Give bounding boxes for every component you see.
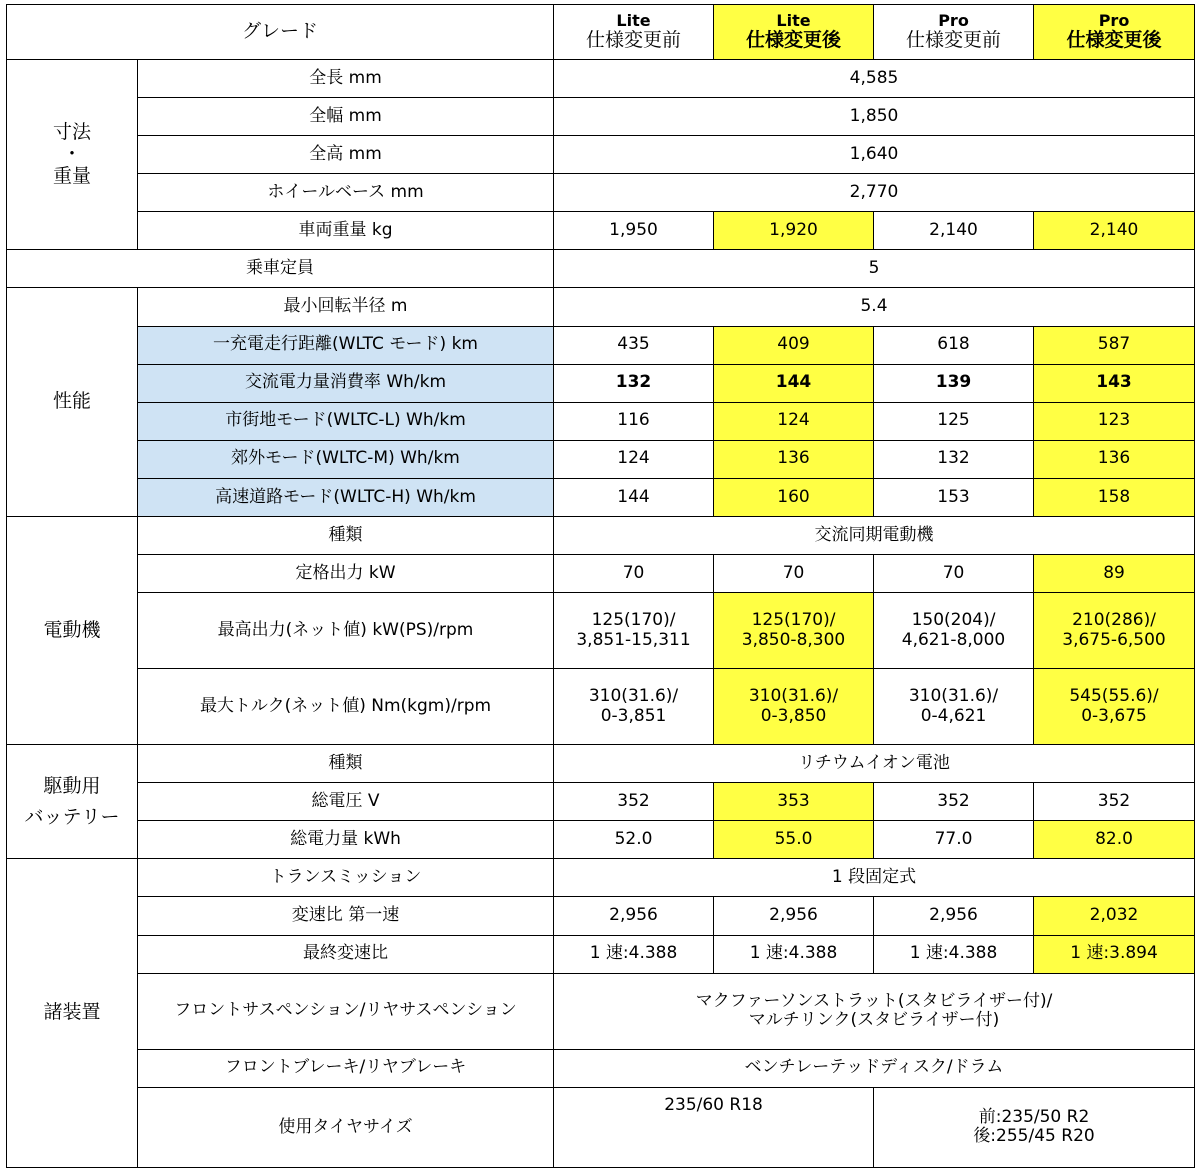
- row-value: 353: [714, 783, 874, 821]
- row-value: 2,032: [1034, 897, 1195, 935]
- category-battery: 駆動用 バッテリー: [7, 745, 138, 859]
- row-value: 55.0: [714, 821, 874, 859]
- row-value: 150(204)/ 4,621-8,000: [874, 592, 1034, 668]
- row-label: 種類: [138, 516, 554, 554]
- row-label: フロントブレーキ/リヤブレーキ: [138, 1049, 554, 1087]
- row-label: 郊外モード(WLTC-M) Wh/km: [138, 440, 554, 478]
- table-row: [7, 973, 1195, 1049]
- row-value: 132: [554, 364, 714, 402]
- table-row: [7, 897, 1195, 935]
- table-row: [7, 250, 1195, 288]
- row-value: 2,956: [554, 897, 714, 935]
- table-row: [7, 783, 1195, 821]
- header-row: [7, 5, 1195, 60]
- row-value: 132: [874, 440, 1034, 478]
- row-value: 2,140: [1034, 212, 1195, 250]
- row-value: 124: [714, 402, 874, 440]
- table-row: [7, 592, 1195, 668]
- col-header-pro-after: Pro 仕様変更後: [1034, 5, 1195, 60]
- row-value: 1,920: [714, 212, 874, 250]
- table-row: [7, 745, 1195, 783]
- row-value: マクファーソンストラット(スタビライザー付)/ マルチリンク(スタビライザー付): [554, 973, 1195, 1049]
- row-value: 116: [554, 402, 714, 440]
- row-value: 125: [874, 402, 1034, 440]
- table-row: [7, 212, 1195, 250]
- row-value: 77.0: [874, 821, 1034, 859]
- row-value: 352: [874, 783, 1034, 821]
- row-value: 2,956: [714, 897, 874, 935]
- row-value: 2,956: [874, 897, 1034, 935]
- table-row: [7, 1049, 1195, 1087]
- spec-comparison-table: [6, 4, 1195, 1168]
- table-row: [7, 478, 1195, 516]
- table-row: [7, 364, 1195, 402]
- row-label: 乗車定員: [7, 250, 554, 288]
- row-value: 1,850: [554, 98, 1195, 136]
- col-header-pro-before: Pro 仕様変更前: [874, 5, 1034, 60]
- row-value: 160: [714, 478, 874, 516]
- table-row: [7, 516, 1195, 554]
- row-value: 123: [1034, 402, 1195, 440]
- table-row: [7, 402, 1195, 440]
- table-row: [7, 440, 1195, 478]
- row-value: 1 段固定式: [554, 859, 1195, 897]
- row-label: ホイールベース mm: [138, 174, 554, 212]
- row-value: 5: [554, 250, 1195, 288]
- row-label: 最終変速比: [138, 935, 554, 973]
- row-label: 車両重量 kg: [138, 212, 554, 250]
- row-value: 352: [1034, 783, 1195, 821]
- row-value: 1 速:4.388: [714, 935, 874, 973]
- row-value: 310(31.6)/ 0-4,621: [874, 669, 1034, 745]
- row-label: 最小回転半径 m: [138, 288, 554, 326]
- row-label: 総電圧 V: [138, 783, 554, 821]
- row-value: 5.4: [554, 288, 1195, 326]
- row-value: ベンチレーテッドディスク/ドラム: [554, 1049, 1195, 1087]
- row-value: 618: [874, 326, 1034, 364]
- row-label: 変速比 第一速: [138, 897, 554, 935]
- table-row: [7, 821, 1195, 859]
- row-value: 70: [714, 554, 874, 592]
- row-label: 一充電走行距離(WLTC モード) km: [138, 326, 554, 364]
- row-label: 種類: [138, 745, 554, 783]
- row-value: 158: [1034, 478, 1195, 516]
- row-value: 139: [874, 364, 1034, 402]
- table-row: [7, 136, 1195, 174]
- row-value: 1,640: [554, 136, 1195, 174]
- row-label: 全幅 mm: [138, 98, 554, 136]
- table-row: [7, 1087, 1195, 1167]
- row-value: 235/60 R18: [554, 1087, 874, 1167]
- row-label: 総電力量 kWh: [138, 821, 554, 859]
- table-row: [7, 859, 1195, 897]
- row-value: 153: [874, 478, 1034, 516]
- row-label: 使用タイヤサイズ: [138, 1087, 554, 1167]
- row-value: 82.0: [1034, 821, 1195, 859]
- row-value: 52.0: [554, 821, 714, 859]
- row-label: トランスミッション: [138, 859, 554, 897]
- row-value: 125(170)/ 3,851-15,311: [554, 592, 714, 668]
- row-label: 全高 mm: [138, 136, 554, 174]
- row-value: 1 速:4.388: [874, 935, 1034, 973]
- row-value: 210(286)/ 3,675-6,500: [1034, 592, 1195, 668]
- table-row: [7, 554, 1195, 592]
- table-row: [7, 174, 1195, 212]
- row-value: 310(31.6)/ 0-3,851: [554, 669, 714, 745]
- row-value: 136: [714, 440, 874, 478]
- row-value: 310(31.6)/ 0-3,850: [714, 669, 874, 745]
- row-value: 124: [554, 440, 714, 478]
- row-label: 定格出力 kW: [138, 554, 554, 592]
- row-value: 144: [554, 478, 714, 516]
- row-value: 144: [714, 364, 874, 402]
- row-value: 409: [714, 326, 874, 364]
- table-row: [7, 288, 1195, 326]
- row-label: 最高出力(ネット値) kW(PS)/rpm: [138, 592, 554, 668]
- row-value: 70: [554, 554, 714, 592]
- col-header-lite-before: Lite 仕様変更前: [554, 5, 714, 60]
- row-value: 435: [554, 326, 714, 364]
- table-row: [7, 326, 1195, 364]
- row-label: フロントサスペンション/リヤサスペンション: [138, 973, 554, 1049]
- grade-header: グレード: [7, 5, 554, 60]
- row-value: 前:235/50 R2 後:255/45 R20: [874, 1087, 1195, 1167]
- row-value: 125(170)/ 3,850-8,300: [714, 592, 874, 668]
- category-motor: 電動機: [7, 516, 138, 744]
- col-header-lite-after: Lite 仕様変更後: [714, 5, 874, 60]
- row-value: リチウムイオン電池: [554, 745, 1195, 783]
- category-performance: 性能: [7, 288, 138, 516]
- row-label: 交流電力量消費率 Wh/km: [138, 364, 554, 402]
- row-label: 全長 mm: [138, 60, 554, 98]
- table-row: [7, 60, 1195, 98]
- row-value: 1 速:4.388: [554, 935, 714, 973]
- row-value: 587: [1034, 326, 1195, 364]
- row-value: 1,950: [554, 212, 714, 250]
- row-value: 交流同期電動機: [554, 516, 1195, 554]
- row-value: 545(55.6)/ 0-3,675: [1034, 669, 1195, 745]
- table-row: [7, 935, 1195, 973]
- row-value: 89: [1034, 554, 1195, 592]
- row-value: 2,140: [874, 212, 1034, 250]
- row-label: 最大トルク(ネット値) Nm(kgm)/rpm: [138, 669, 554, 745]
- table-row: [7, 98, 1195, 136]
- row-value: 352: [554, 783, 714, 821]
- category-dimensions-weight: 寸法 ・ 重量: [7, 60, 138, 250]
- row-value: 2,770: [554, 174, 1195, 212]
- row-value: 70: [874, 554, 1034, 592]
- row-label: 高速道路モード(WLTC-H) Wh/km: [138, 478, 554, 516]
- category-equipment: 諸装置: [7, 859, 138, 1168]
- row-value: 4,585: [554, 60, 1195, 98]
- row-value: 136: [1034, 440, 1195, 478]
- row-label: 市街地モード(WLTC-L) Wh/km: [138, 402, 554, 440]
- row-value: 1 速:3.894: [1034, 935, 1195, 973]
- row-value: 143: [1034, 364, 1195, 402]
- table-row: [7, 669, 1195, 745]
